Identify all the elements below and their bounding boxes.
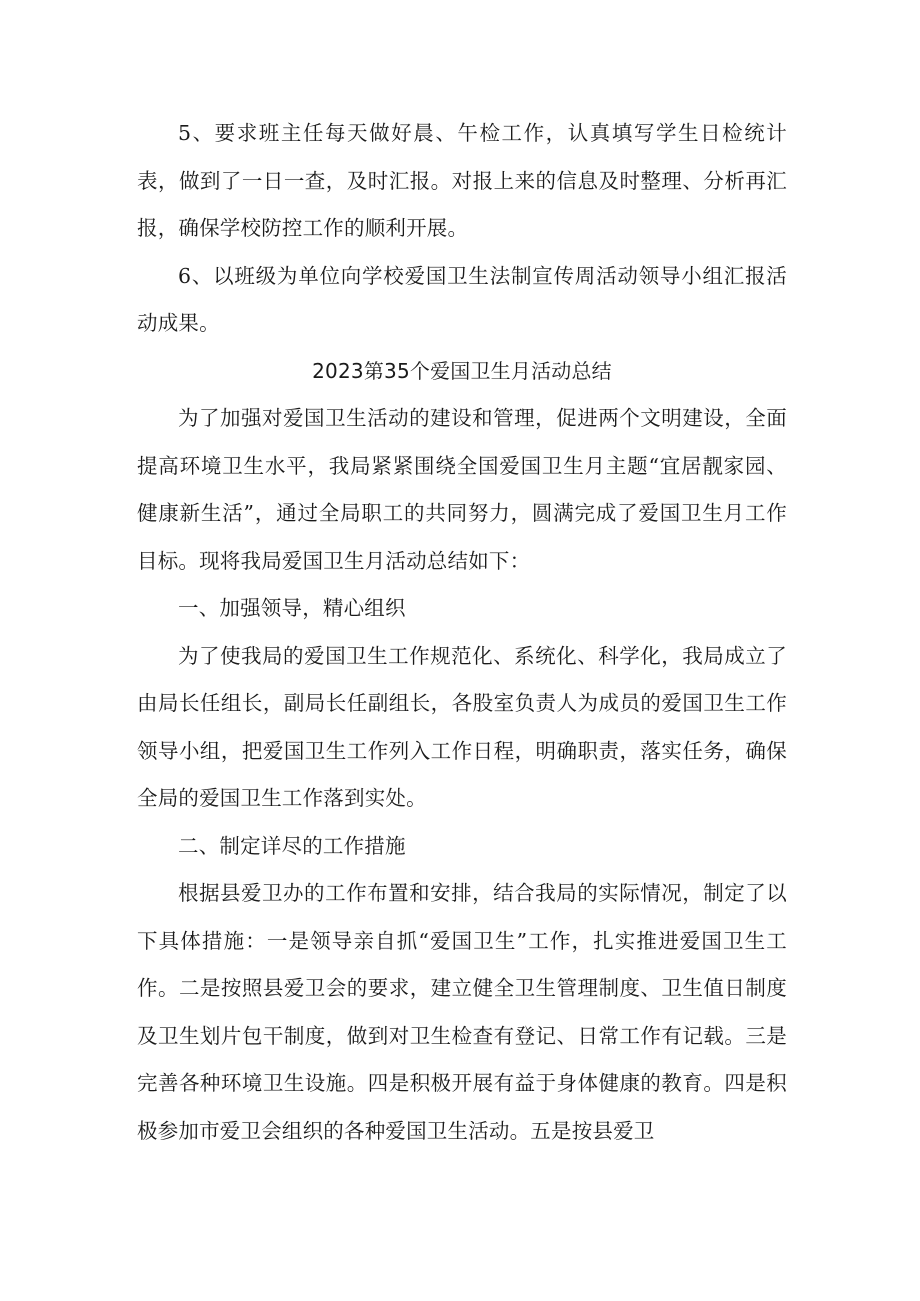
section-heading-2: 二、制定详尽的工作措施 [178, 833, 406, 858]
section-1-paragraph: 为了使我局的爱国卫生工作规范化、系统化、科学化，我局成立了由局长任组长，副局长任副组长，各股室负责人为成员的爱国卫生工作领导小组，把爱国卫生工作列入工作日程，明确职责，落实任务，确保全局的爱国卫生工作落到实处。 [137, 643, 787, 810]
document-body [137, 110, 787, 1155]
section-heading-1: 一、加强领导，精心组织 [178, 596, 406, 620]
section-2-paragraph: 根据县爱卫办的工作布置和安排，结合我局的实际情况，制定了以下具体措施：一是领导亲自抓“爱国卫生”工作，扎实推进爱国卫生工作。二是按照县爱卫会的要求，建立健全卫生管理制度、卫生值日制度及卫生划片包干制度，做到对卫生检查有登记、日常工作有记载。三是完善各种环境卫生设施。四是积极开展有益于身体健康的教育。四是积极参加市爱卫会组织的各种爱国卫生活动。五是按县爱卫 [137, 881, 787, 1143]
paragraph-item-6: 6、以班级为单位向学校爱国卫生法制宣传周活动领导小组汇报活动成果。 [137, 263, 787, 335]
intro-paragraph: 为了加强对爱国卫生活动的建设和管理，促进两个文明建设，全面提高环境卫生水平，我局紧紧围绕全国爱国卫生月主题“宜居靓家园、健康新生活”，通过全局职工的共同努力，圆满完成了爱国卫生月工作目标。现将我局爱国卫生月活动总结如下： [137, 406, 787, 573]
section-title: 2023第35个爱国卫生月活动总结 [312, 358, 612, 383]
paragraph-item-5: 5、要求班主任每天做好晨、午检工作，认真填写学生日检统计表，做到了一日一查，及时汇报。对报上来的信息及时整理、分析再汇报，确保学校防控工作的顺利开展。 [137, 121, 787, 240]
